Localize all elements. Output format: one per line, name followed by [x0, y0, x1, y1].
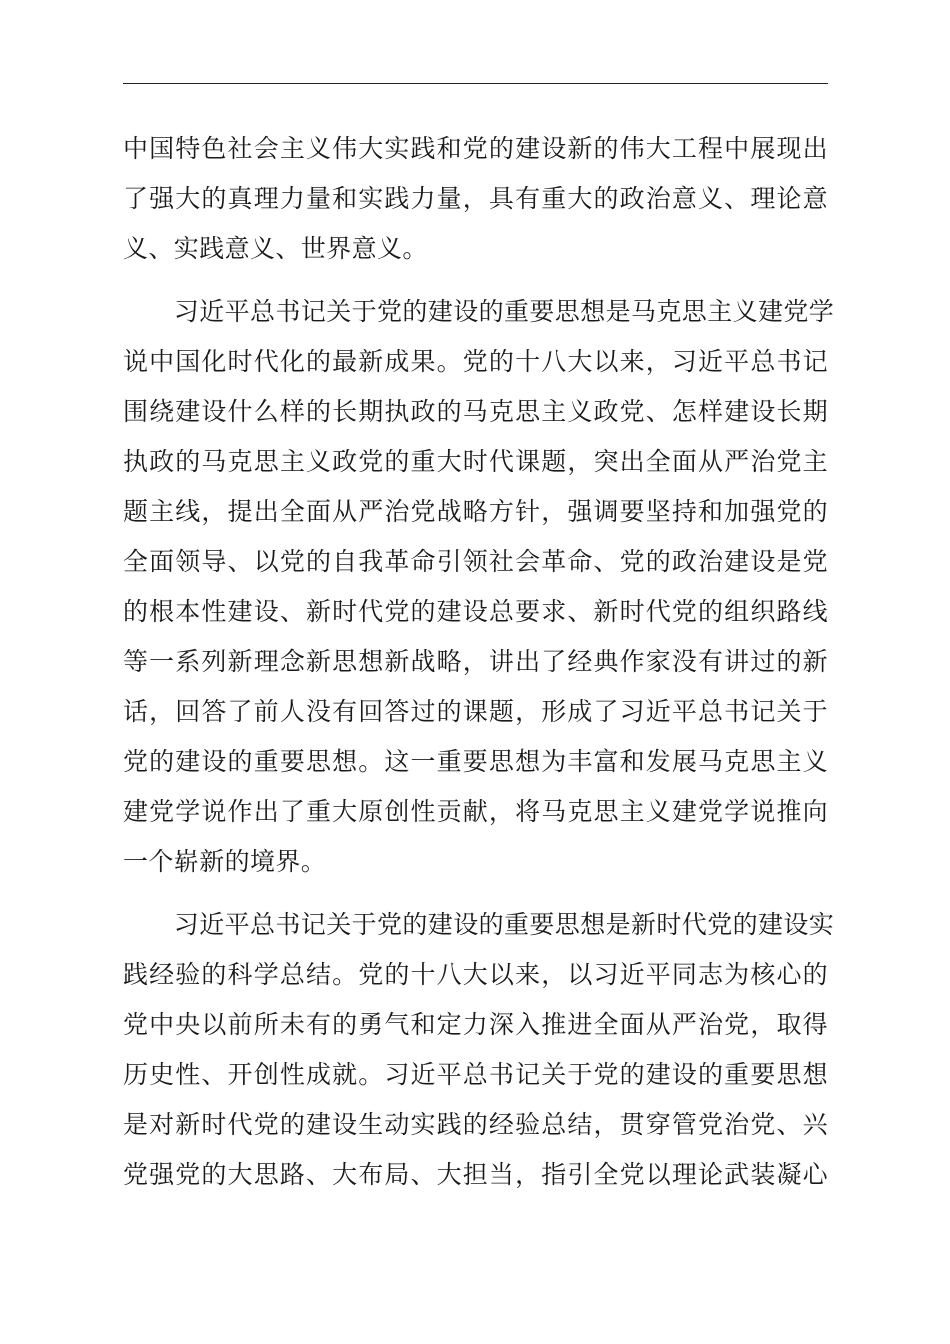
header-rule — [123, 83, 828, 84]
text-line: 执政的马克思主义政党的重大时代课题，突出全面从严治党主 — [123, 447, 828, 476]
text-line: 党的建设的重要思想。这一重要思想为丰富和发展马克思主义 — [123, 747, 828, 776]
text-line: 践经验的科学总结。党的十八大以来，以习近平同志为核心的 — [123, 960, 828, 989]
text-line: 习近平总书记关于党的建设的重要思想是马克思主义建党学 — [123, 297, 835, 326]
paragraph-1 — [123, 124, 828, 274]
text-line: 是对新时代党的建设生动实践的经验总结，贯穿管党治党、兴 — [123, 1110, 828, 1139]
text-line: 党中央以前所未有的勇气和定力深入推进全面从严治党，取得 — [123, 1010, 828, 1039]
text-line: 的根本性建设、新时代党的建设总要求、新时代党的组织路线 — [123, 597, 828, 626]
body-text — [123, 124, 835, 1200]
text-line: 党强党的大思路、大布局、大担当，指引全党以理论武装凝心 — [123, 1160, 828, 1189]
text-line: 等一系列新理念新思想新战略，讲出了经典作家没有讲过的新 — [123, 647, 828, 676]
text-line: 习近平总书记关于党的建设的重要思想是新时代党的建设实 — [123, 910, 835, 939]
text-line: 说中国化时代化的最新成果。党的十八大以来，习近平总书记 — [123, 347, 828, 376]
text-line: 历史性、开创性成就。习近平总书记关于党的建设的重要思想 — [123, 1060, 828, 1089]
text-line: 话，回答了前人没有回答过的课题，形成了习近平总书记关于 — [123, 697, 828, 726]
text-line: 了强大的真理力量和实践力量，具有重大的政治意义、理论意 — [123, 184, 828, 213]
text-line: 义、实践意义、世界意义。 — [123, 234, 428, 263]
paragraph-2 — [123, 287, 835, 887]
text-line: 中国特色社会主义伟大实践和党的建设新的伟大工程中展现出 — [123, 134, 828, 163]
text-line: 全面领导、以党的自我革命引领社会革命、党的政治建设是党 — [123, 547, 828, 576]
text-line: 建党学说作出了重大原创性贡献，将马克思主义建党学说推向 — [123, 797, 828, 826]
paragraph-3 — [123, 900, 835, 1200]
text-line: 围绕建设什么样的长期执政的马克思主义政党、怎样建设长期 — [123, 397, 828, 426]
text-line: 一个崭新的境界。 — [123, 847, 327, 876]
text-line: 题主线，提出全面从严治党战略方针，强调要坚持和加强党的 — [123, 497, 828, 526]
